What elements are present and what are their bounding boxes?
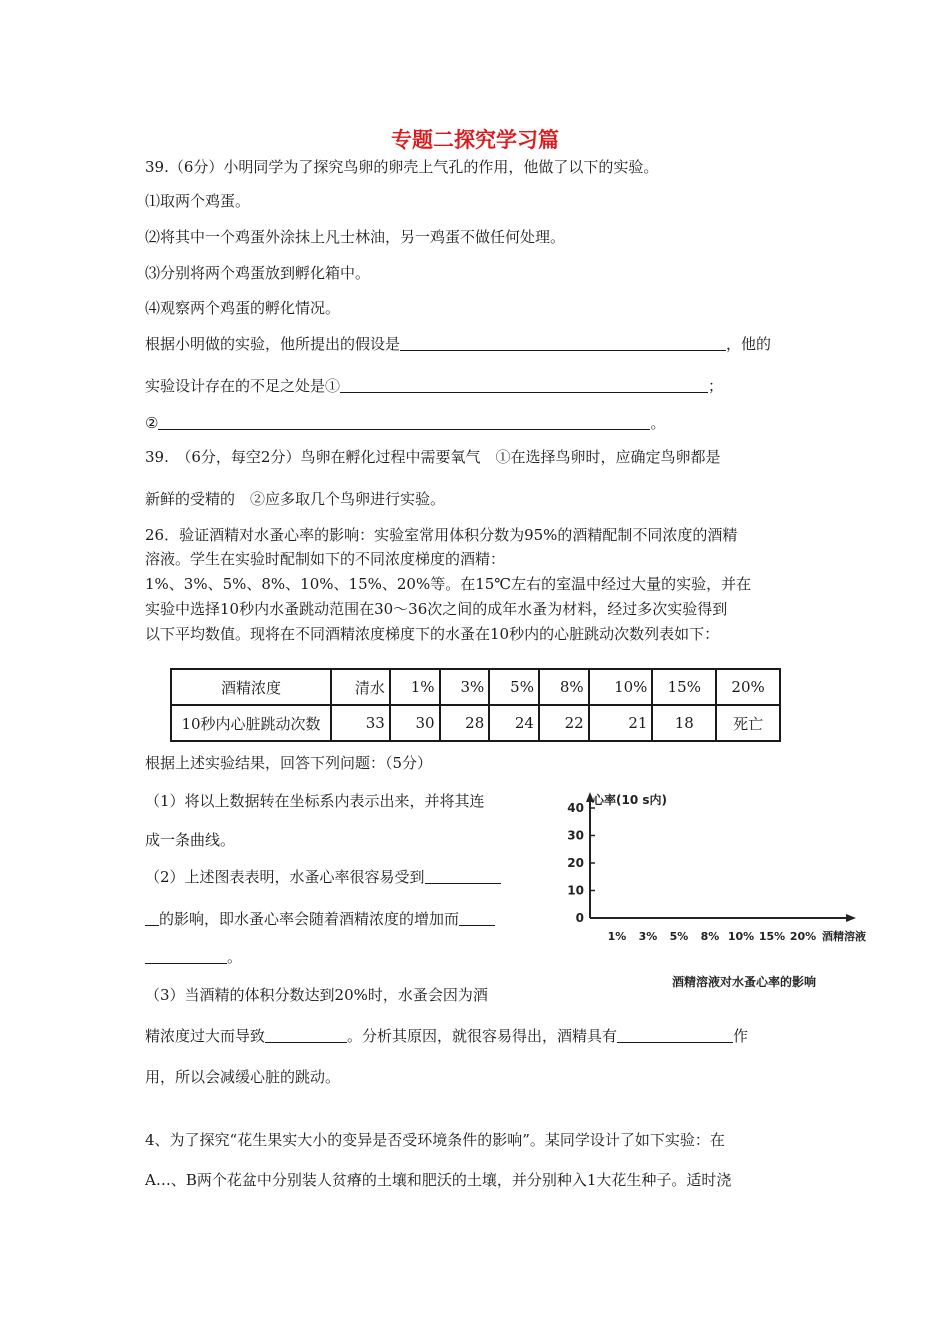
q39-line2-text: 实验设计存在的不足之处是①	[145, 377, 341, 395]
q26-sub1-line: （1）将以上数据转在坐标系内表示出来，并将其连	[145, 792, 485, 810]
q26-sub3-line: 用，所以会减缓心脏的跳动。	[145, 1068, 341, 1086]
q26-sub2-line	[145, 866, 501, 887]
hypothesis-blank[interactable]	[400, 334, 726, 351]
q39-stem: 39.（6分）小明同学为了探究鸟卵的卵壳上气孔的作用，他做了以下的实验。	[145, 158, 659, 176]
y-tick-label: 10	[567, 883, 584, 898]
q39-step: ⑵将其中一个鸡蛋外涂抹上凡士林油，另一鸡蛋不做任何处理。	[145, 228, 566, 246]
page-title: 专题二探究学习篇	[391, 128, 559, 152]
trend-blank[interactable]	[459, 909, 495, 926]
q39-line2-suffix: ；	[708, 377, 724, 395]
q39-step: ⑶分别将两个鸡蛋放到孵化箱中。	[145, 264, 371, 282]
table-cell: 死亡	[716, 705, 780, 741]
table-cell: 5%	[489, 669, 539, 705]
q26-text-line: 以下平均数值。现将在不同酒精浓度梯度下的水蚤在10秒内的心脏跳动次数列表如下：	[145, 625, 720, 643]
q26-text-line: 实验中选择10秒内水蚤跳动范围在30～36次之间的成年水蚤为材料，经过多次实验得到	[145, 600, 728, 618]
q39-flaw-line-2	[145, 412, 665, 433]
table-cell: 酒精浓度	[171, 669, 331, 705]
x-tick-label: 20%	[789, 930, 817, 943]
q26-text-line: 1%、3%、5%、8%、10%、15%、20%等。在15℃左右的室温中经过大量的实验，并在	[145, 575, 752, 593]
q26-sub3-line: （3）当酒精的体积分数达到20%时，水蚤会因为酒	[145, 986, 488, 1004]
x-tick-label: 5%	[669, 930, 689, 943]
table-cell: 24	[489, 705, 539, 741]
flaw-1-blank[interactable]	[340, 376, 708, 393]
x-tick-label: 8%	[700, 930, 720, 943]
q26-sub3-text: 。分析其原因，就很容易得出，酒精具有	[347, 1027, 618, 1045]
influence-blank[interactable]	[425, 867, 501, 884]
y-tick-label: 30	[567, 828, 584, 843]
x-tick-label: 3%	[638, 930, 658, 943]
x-tick-label: 10%	[727, 930, 755, 943]
q26-sub3-line	[145, 1025, 748, 1046]
q39-line1-text: 根据小明做的实验，他所提出的假设是	[145, 335, 401, 353]
x-axis-label: 酒精溶液	[822, 930, 866, 943]
q4-text-line: 4、为了探究“花生果实大小的变异是否受环境条件的影响”。某同学设计了如下实验：在	[145, 1131, 725, 1149]
table-cell: 8%	[539, 669, 589, 705]
q26-sub2-line	[145, 908, 495, 929]
q26-sub2-line	[145, 946, 242, 967]
chart-caption: 酒精溶液对水蚤心率的影响	[671, 975, 817, 989]
table-cell: 10秒内心脏跳动次数	[171, 705, 331, 741]
table-cell: 33	[331, 705, 390, 741]
trend-blank-cont[interactable]	[145, 947, 227, 964]
table-header-row	[171, 669, 780, 705]
q26-sub2-suffix: 。	[227, 948, 243, 966]
table-cell: 10%	[589, 669, 653, 705]
result-blank[interactable]	[265, 1026, 347, 1043]
x-axis-arrow	[846, 914, 856, 922]
q26-sub2-text: 的影响，即水蚤心率会随着酒精浓度的增加而	[159, 910, 460, 928]
q39-flaw-line-1	[145, 375, 723, 396]
table-cell: 30	[390, 705, 440, 741]
q4-text-line: A…、B两个花盆中分别装人贫瘠的土壤和肥沃的土壤，并分别种入1大花生种子。适时浇	[145, 1171, 732, 1189]
table-row	[171, 705, 780, 741]
table-cell: 清水	[331, 669, 390, 705]
table-cell: 15%	[652, 669, 716, 705]
q26-sub2-text: （2）上述图表表明，水蚤心率很容易受到	[145, 868, 425, 886]
table-cell: 20%	[716, 669, 780, 705]
answer39-line: 39. （6分，每空2分）鸟卵在孵化过程中需要氧气 ①在选择鸟卵时，应确定鸟卵都是	[145, 448, 721, 466]
q39-step: ⑷观察两个鸡蛋的孵化情况。	[145, 299, 341, 317]
q26-text-line: 26．验证酒精对水蚤心率的影响：实验室常用体积分数为95%的酒精配制不同浓度的酒精	[145, 526, 738, 544]
q26-text-line: 溶液。学生在实验时配制如下的不同浓度梯度的酒精：	[145, 550, 506, 568]
table-cell: 18	[652, 705, 716, 741]
table-cell: 3%	[440, 669, 490, 705]
table-cell: 21	[589, 705, 653, 741]
q26-sub1-line: 成一条曲线。	[145, 831, 236, 849]
q26-sub3-text: 精浓度过大而导致	[145, 1027, 266, 1045]
table-cell: 1%	[390, 669, 440, 705]
q39-line3-suffix: 。	[650, 414, 666, 432]
flaw-2-blank[interactable]	[158, 413, 650, 430]
q26-sub3-text: 作	[733, 1027, 749, 1045]
table-cell: 28	[440, 705, 490, 741]
y-tick-label: 0	[575, 911, 584, 925]
q39-step: ⑴取两个鸡蛋。	[145, 192, 251, 210]
y-tick-label: 40	[567, 801, 584, 815]
y-axis-label: 心率(10 s内)	[592, 793, 667, 807]
y-tick-label: 20	[567, 856, 584, 870]
heart-rate-chart	[560, 778, 870, 996]
influence-blank-cont[interactable]	[145, 909, 159, 926]
x-tick-label: 15%	[758, 930, 786, 943]
q26-prompt: 根据上述实验结果，回答下列问题：（5分）	[145, 754, 433, 772]
x-tick-label: 1%	[607, 930, 627, 943]
q39-hypothesis-line	[145, 333, 771, 354]
table-cell: 22	[539, 705, 589, 741]
effect-blank[interactable]	[617, 1026, 733, 1043]
data-table	[170, 668, 781, 742]
q39-line3-text: ②	[145, 414, 159, 432]
q39-line1-suffix: ，他的	[726, 335, 772, 353]
answer39-line: 新鲜的受精的 ②应多取几个鸟卵进行实验。	[145, 490, 446, 508]
